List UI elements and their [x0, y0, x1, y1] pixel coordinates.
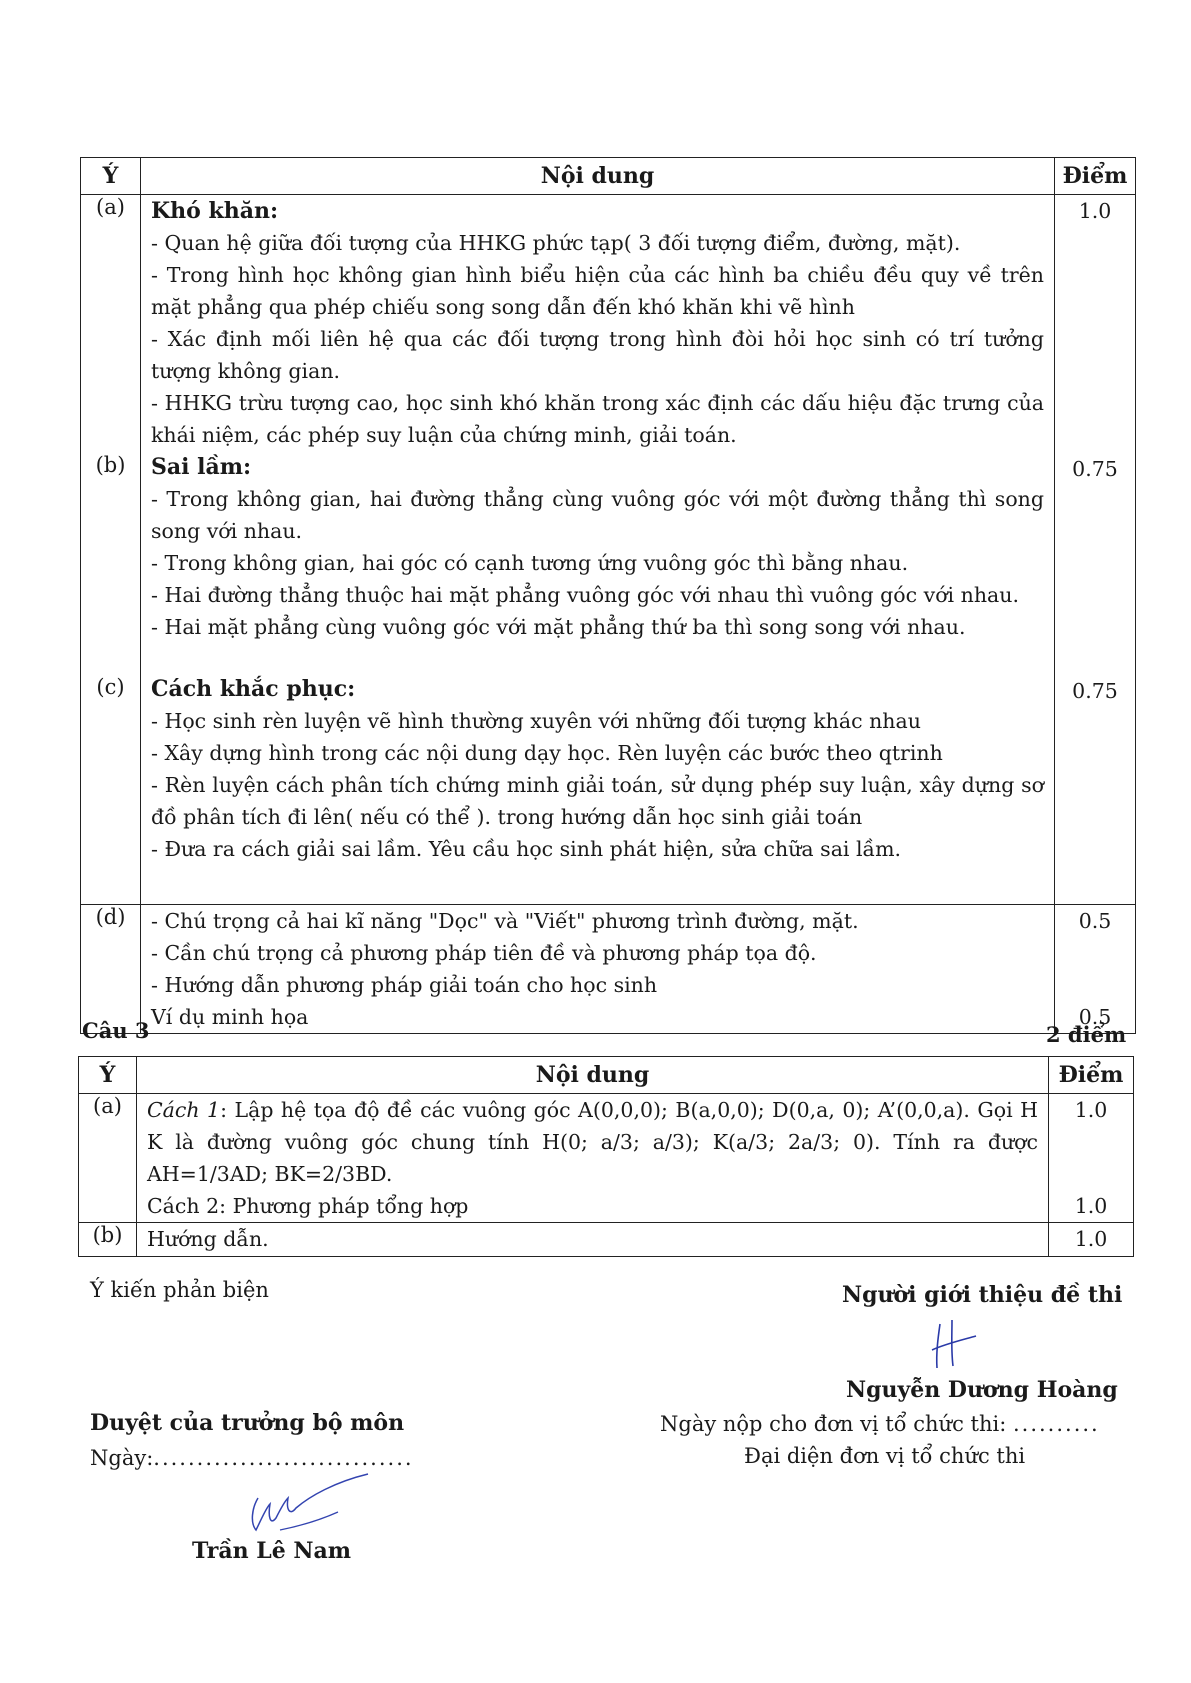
- row-label-a: (a): [79, 1094, 137, 1223]
- score-b: 0.75: [1072, 457, 1118, 481]
- criteria-table: [80, 157, 1136, 1034]
- row-label-c: (c): [96, 675, 125, 699]
- table-row: [79, 1223, 1134, 1257]
- score-cell: [1049, 1094, 1134, 1223]
- submit-date-dots: ..........: [1012, 1412, 1100, 1436]
- review-label: Ý kiến phản biện: [90, 1278, 269, 1302]
- score-cell: [1055, 905, 1136, 1034]
- score-d-example: 0.5: [1078, 1005, 1112, 1029]
- text-line: - Hai mặt phẳng cùng vuông góc với mặt phẳng thứ ba thì song song với nhau.: [151, 615, 966, 639]
- table-header: [81, 158, 1136, 195]
- header-content: Nội dung: [141, 158, 1055, 195]
- date-line: [90, 1446, 414, 1470]
- score-a-method2: 1.0: [1074, 1194, 1108, 1218]
- table-row: [81, 905, 1136, 1034]
- org-representative: Đại diện đơn vị tổ chức thi: [744, 1444, 1026, 1468]
- score-b: 1.0: [1049, 1223, 1134, 1257]
- text-line: - Học sinh rèn luyện vẽ hình thường xuyên với những đối tượng khác nhau: [151, 709, 921, 733]
- text-line: - Rèn luyện cách phân tích chứng minh giải toán, sử dụng phép suy luận, xây dựng sơ đồ phân tích đi lên( nếu có thể ). trong hướng dẫn học sinh giải toán: [151, 773, 1044, 829]
- text-line: Ví dụ minh họa: [151, 1005, 309, 1029]
- submit-date-line: [660, 1412, 1100, 1436]
- label-cell: [81, 195, 141, 905]
- submit-date-label: Ngày nộp cho đơn vị tổ chức thi:: [660, 1412, 1007, 1436]
- text-line: - Trong không gian, hai đường thẳng cùng vuông góc với một đường thẳng thì song song với nhau.: [151, 487, 1044, 543]
- content-cell: Hướng dẫn.: [137, 1223, 1049, 1257]
- date-dots: ..............................: [153, 1446, 414, 1470]
- introducer-signature: [930, 1318, 980, 1373]
- row-label-b: (b): [95, 453, 126, 477]
- score-a: 1.0: [1078, 199, 1112, 223]
- head-name: Trần Lê Nam: [192, 1538, 352, 1564]
- answer-table: [78, 1056, 1134, 1257]
- method-2: Cách 2: Phương pháp tổng hợp: [147, 1194, 469, 1218]
- method-1: [147, 1094, 1038, 1190]
- section-title: Sai lầm:: [151, 454, 252, 480]
- text-line: - Chú trọng cả hai kĩ năng "Dọc" và "Viết" phương trình đường, mặt.: [151, 909, 859, 933]
- section-title: Cách khắc phục:: [151, 676, 356, 702]
- text-line: - Xây dựng hình trong các nội dung dạy học. Rèn luyện các bước theo qtrinh: [151, 741, 943, 765]
- text-line: - Đưa ra cách giải sai lầm. Yêu cầu học sinh phát hiện, sửa chữa sai lầm.: [151, 837, 902, 861]
- row-label-b: (b): [79, 1223, 137, 1257]
- row-label-d: (d): [81, 905, 141, 1034]
- table-row: [81, 195, 1136, 905]
- text-line: - Quan hệ giữa đối tượng của HHKG phức tạp( 3 đối tượng điểm, đường, mặt).: [151, 231, 961, 255]
- text-line: - Hai đường thẳng thuộc hai mặt phẳng vuông góc với nhau thì vuông góc với nhau.: [151, 583, 1019, 607]
- method-1-label: Cách 1: [147, 1098, 221, 1122]
- content-cell: [137, 1094, 1049, 1223]
- score-a: 1.0: [1074, 1098, 1108, 1122]
- question-title: Câu 3: [82, 1018, 150, 1043]
- text-line: - Hướng dẫn phương pháp giải toán cho học sinh: [151, 973, 658, 997]
- table-header: [79, 1057, 1134, 1094]
- head-title: Duyệt của trưởng bộ môn: [90, 1410, 405, 1436]
- header-score: Điểm: [1049, 1057, 1134, 1094]
- header-y: Ý: [81, 158, 141, 195]
- text-line: - Cần chú trọng cả phương pháp tiên đề và phương pháp tọa độ.: [151, 941, 817, 965]
- score-cell: [1055, 195, 1136, 905]
- score-c: 0.75: [1072, 679, 1118, 703]
- text-line: - Trong hình học không gian hình biểu hiện của các hình ba chiều đều quy về trên mặt phẳng qua phép chiếu song song dẫn đến khó khăn khi vẽ hình: [151, 263, 1044, 319]
- header-content: Nội dung: [137, 1057, 1049, 1094]
- content-cell: [141, 195, 1055, 905]
- row-label-a: (a): [96, 195, 125, 219]
- content-cell: [141, 905, 1055, 1034]
- header-score: Điểm: [1055, 158, 1136, 195]
- text-line: - HHKG trừu tượng cao, học sinh khó khăn trong xác định các dấu hiệu đặc trưng của khái niệm, các phép suy luận của chứng minh, giải toán.: [151, 391, 1044, 447]
- method-1-text: : Lập hệ tọa độ đề các vuông góc A(0,0,0); B(a,0,0); D(0,a, 0); A’(0,0,a). Gọi H K là đường vuông góc chung tính H(0; a/3; a/3); K(a/3; 2a/3; 0). Tính ra được AH=1/3AD; BK=2/3BD.: [147, 1098, 1038, 1186]
- header-y: Ý: [79, 1057, 137, 1094]
- head-signature: [240, 1468, 380, 1538]
- introducer-title: Người giới thiệu đề thi: [842, 1282, 1123, 1308]
- question-points: 2 điểm: [1046, 1022, 1127, 1047]
- text-line: - Xác định mối liên hệ qua các đối tượng trong hình đòi hỏi học sinh có trí tưởng tượng không gian.: [151, 327, 1044, 383]
- table-row: [79, 1094, 1134, 1223]
- text-line: - Trong không gian, hai góc có cạnh tương ứng vuông góc thì bằng nhau.: [151, 551, 909, 575]
- date-label: Ngày:: [90, 1446, 154, 1470]
- introducer-name: Nguyễn Dương Hoàng: [846, 1377, 1118, 1403]
- score-d: 0.5: [1078, 909, 1112, 933]
- section-title: Khó khăn:: [151, 198, 279, 224]
